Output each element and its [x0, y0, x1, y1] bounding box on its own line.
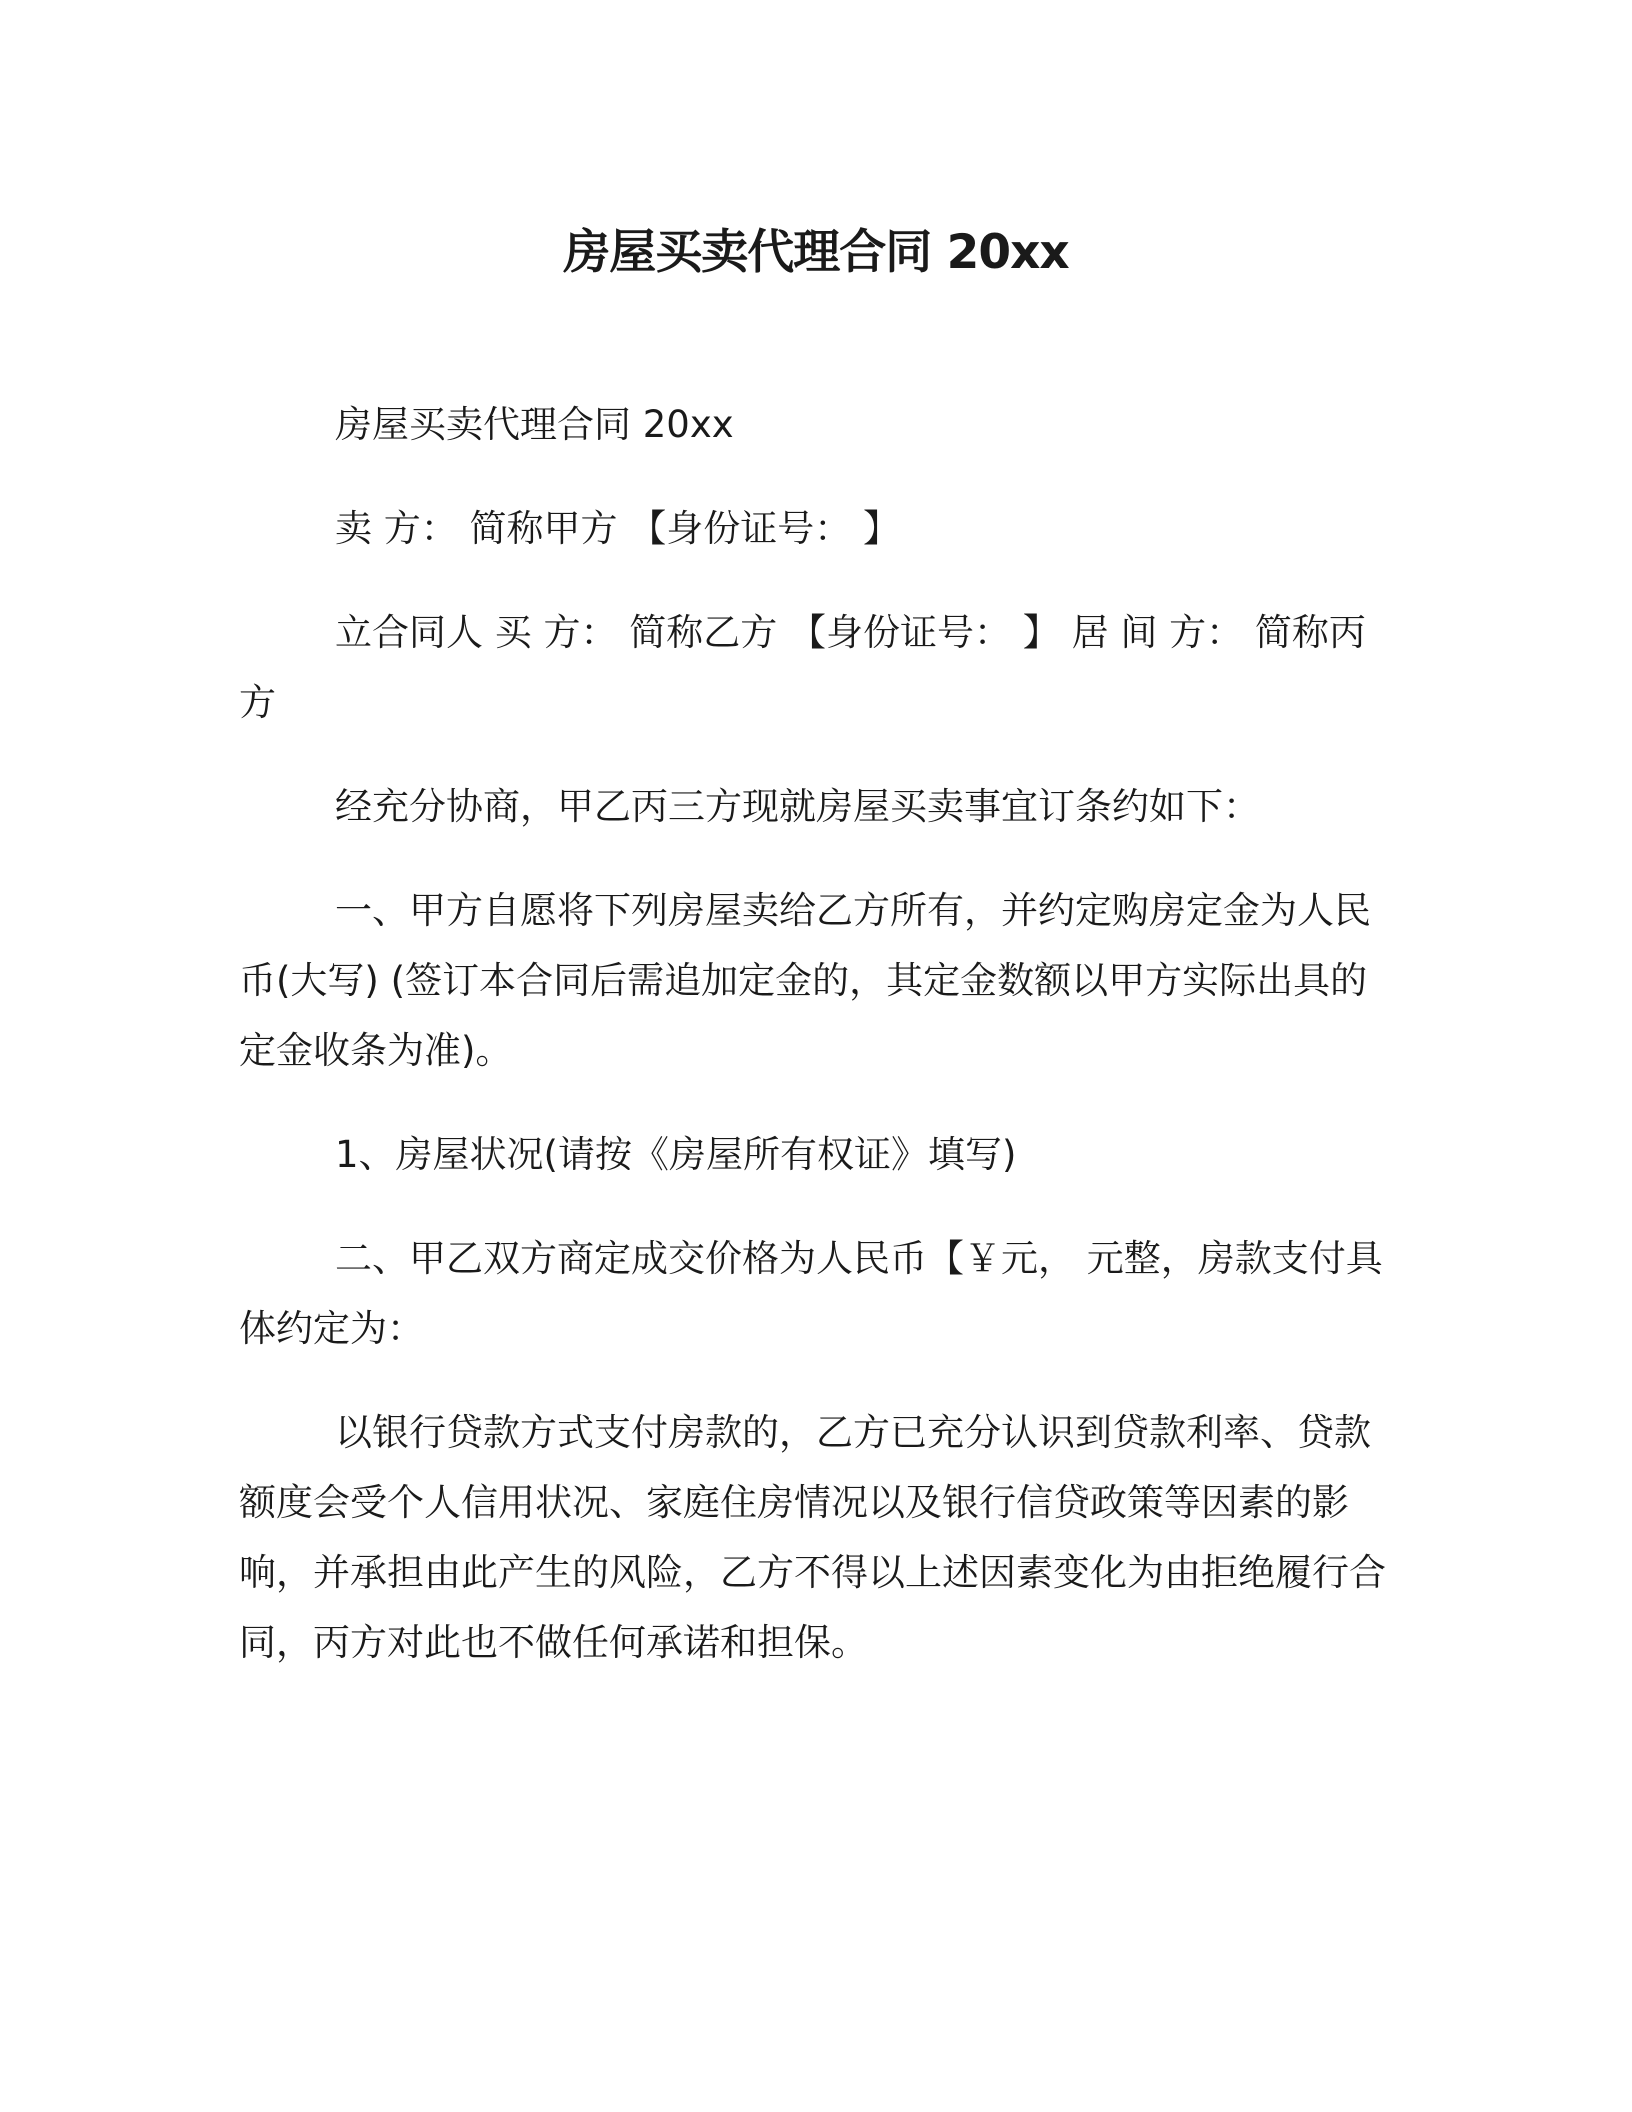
- document-title: 房屋买卖代理合同 20xx: [563, 225, 1069, 280]
- paragraph-parties: 立合同人 买 方： 简称乙方 【身份证号： 】 居 间 方： 简称丙方: [239, 611, 1366, 724]
- paragraph-clause-1: 一、甲方自愿将下列房屋卖给乙方所有，并约定购房定金为人民币(大写) (签订本合同后需追加定金的，其定金数额以甲方实际出具的定金收条为准)。: [239, 889, 1371, 1072]
- paragraph-loan: 以银行贷款方式支付房款的，乙方已充分认识到贷款利率、贷款额度会受个人信用状况、家庭住房情况以及银行信贷政策等因素的影响，并承担由此产生的风险，乙方不得以上述因素变化为由拒绝履行合同，丙方对此也不做任何承诺和担保。: [239, 1411, 1386, 1664]
- paragraph-clause-2: 二、甲乙双方商定成交价格为人民币【￥元， 元整，房款支付具体约定为：: [239, 1237, 1383, 1350]
- paragraph-seller: 卖 方： 简称甲方 【身份证号： 】: [335, 507, 901, 550]
- paragraph-subtitle: 房屋买卖代理合同 20xx: [335, 403, 734, 446]
- paragraph-intro: 经充分协商，甲乙丙三方现就房屋买卖事宜订条约如下：: [335, 785, 1260, 828]
- document-body: [239, 390, 1389, 1712]
- paragraph-house-status: 1、房屋状况(请按《房屋所有权证》填写): [335, 1133, 1017, 1176]
